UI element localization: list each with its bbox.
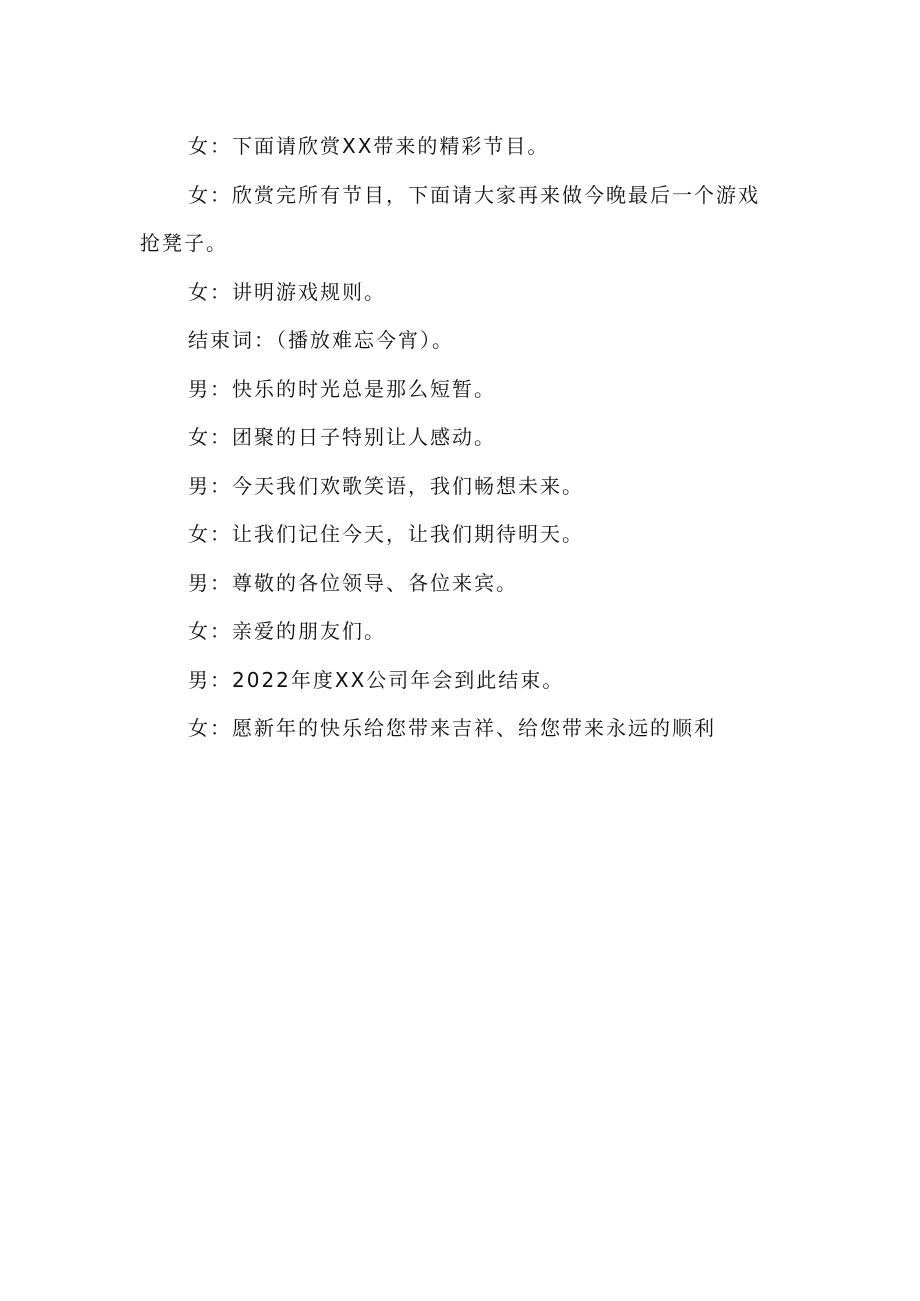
paragraph: 男：今天我们欢歌笑语，我们畅想未来。 bbox=[188, 473, 584, 498]
paragraph: 女：下面请欣赏XX带来的精彩节目。 bbox=[188, 134, 550, 158]
paragraph: 男：尊敬的各位领导、各位来宾。 bbox=[188, 570, 518, 595]
document-body bbox=[140, 122, 780, 753]
paragraph: 男：2022年度XX公司年会到此结束。 bbox=[188, 667, 565, 692]
paragraph: 女：让我们记住今天，让我们期待明天。 bbox=[188, 522, 584, 546]
paragraph: 结束词：（播放难忘今宵）。 bbox=[188, 328, 454, 352]
paragraph: 女：讲明游戏规则。 bbox=[188, 279, 386, 304]
paragraph: 女：欣赏完所有节目，下面请大家再来做今晚最后一个游戏抢凳子。 bbox=[140, 182, 760, 255]
paragraph: 女：亲爱的朋友们。 bbox=[188, 619, 386, 643]
paragraph: 男：快乐的时光总是那么短暂。 bbox=[188, 376, 496, 401]
paragraph: 女：愿新年的快乐给您带来吉祥、给您带来永远的顺利 bbox=[188, 716, 716, 740]
paragraph: 女：团聚的日子特别让人感动。 bbox=[188, 425, 496, 449]
